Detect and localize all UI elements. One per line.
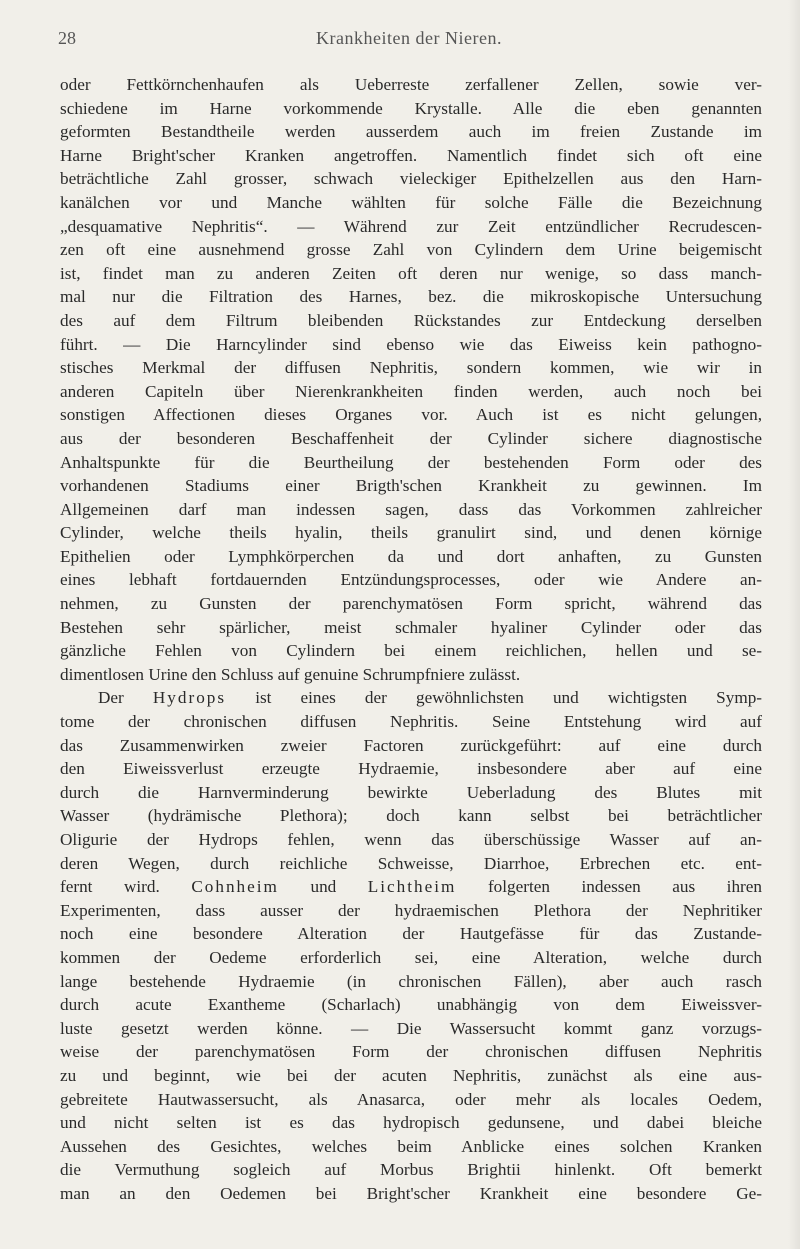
text-line: beträchtliche Zahl grosser, schwach vieleckiger Epithelzellen aus den Harn- [60,169,762,189]
text-line: führt. — Die Harncylinder sind ebenso wie das Eiweiss kein pathogno- [60,334,762,354]
paragraph-1 [60,73,762,686]
text-line: deren Wegen, durch reichliche Schweisse, Diarrhoe, Erbrechen etc. ent- [60,853,762,873]
text-line: des auf dem Filtrum bleibenden Rückstandes zur Entdeckung derselben [60,310,762,330]
text-line: Oligurie der Hydrops fehlen, wenn das überschüssige Wasser auf an- [60,830,762,849]
text-line: Cylinder, welche theils hyalin, theils granulirt sind, und denen körnige [60,523,762,543]
text-line: Wasser (hydrämische Plethora); doch kann selbst bei beträchtlicher [60,806,762,826]
text-line: anderen Capiteln über Nierenkrankheiten finden werden, auch noch bei [60,381,762,401]
author-name-lichtheim: Lichtheim [367,877,457,897]
text-line: Allgemeinen darf man indessen sagen, dass das Vorkommen zahlreicher [60,499,762,519]
text-line: gänzliche Fehlen von Cylindern bei einem reichlichen, hellen und se- [60,641,762,661]
text-line: kanälchen vor und Manche wählten für solche Fälle die Bezeichnung [60,192,762,212]
text-line: eines lebhaft fortdauernden Entzündungsprocesses, oder wie Andere an- [60,570,762,590]
running-title: Krankheiten der Nieren. [316,28,502,48]
text-line: luste gesetzt werden könne. — Die Wassersucht kommt ganz vorzugs- [60,1018,762,1038]
text-line: Epithelien oder Lymphkörperchen da und dort anhaften, zu Gunsten [60,546,762,566]
text-line: Bestehen sehr spärlicher, meist schmaler hyaliner Cylinder oder das [60,617,762,637]
page-number: 28 [58,28,76,48]
text-line: weise der parenchymatösen Form der chronischen diffusen Nephritis [60,1042,762,1062]
text-line: Aussehen des Gesichtes, welches beim Anblicke eines solchen Kranken [60,1136,762,1156]
text-line: Experimenten, dass ausser der hydraemischen Plethora der Nephritiker [60,900,762,920]
text-line: durch acute Exantheme (Scharlach) unabhängig von dem Eiweissver- [60,995,762,1015]
text-line: vorhandenen Stadiums einer Brigth'schen Krankheit zu gewinnen. Im [60,476,762,496]
text-line: gebreitete Hautwassersucht, als Anasarca, oder mehr als locales Oedem, [60,1089,762,1109]
text-line [60,686,762,710]
text-line: nehmen, zu Gunsten der parenchymatösen Form spricht, während das [60,594,762,614]
text-line: oder Fettkörnchenhaufen als Ueberreste zerfallener Zellen, sowie ver- [60,75,762,94]
text-word: folgerten indessen aus ihren [487,877,762,897]
text-line: das Zusammenwirken zweier Factoren zurückgeführt: auf eine durch [60,735,762,755]
paragraph-2-lines-continued [60,899,762,1206]
hydrops-term: Hydrops [152,688,227,708]
text-line: dimentlosen Urine den Schluss auf genuine Schrumpfniere zulässt. [60,664,521,684]
text-line [60,875,762,899]
text-line: die Vermuthung sogleich auf Morbus Brightii hinlenkt. Oft bemerkt [60,1160,762,1180]
text-line: stisches Merkmal der diffusen Nephritis, sondern kommen, wie wir in [60,358,762,378]
text-line: zen oft eine ausnehmend grosse Zahl von Cylindern dem Urine beigemischt [60,240,762,260]
paragraph-2-lines [60,710,762,875]
author-name-cohnheim: Cohnheim [191,877,279,897]
text-line: noch eine besondere Alteration der Hautgefässe für das Zustande- [60,924,762,944]
text-line: zu und beginnt, wie bei der acuten Nephritis, zunächst als eine aus- [60,1065,762,1085]
text-line: geformten Bestandtheile werden ausserdem auch im freien Zustande im [60,122,762,142]
text-line: Harne Bright'scher Kranken angetroffen. Namentlich findet sich oft eine [60,145,762,165]
text-word: und [310,877,337,897]
text-line: „desquamative Nephritis“. — Während zur Zeit entzündlicher Recrudescen- [60,216,762,236]
text-word: fernt wird. [60,877,160,897]
text-line: ist, findet man zu anderen Zeiten oft deren nur wenige, so dass manch- [60,263,762,283]
text-line: durch die Harnverminderung bewirkte Ueberladung des Blutes mit [60,782,762,802]
text-body [60,73,762,1206]
text-word: Der [98,688,124,708]
text-line: kommen der Oedeme erforderlich sei, eine Alteration, welche durch [60,947,762,967]
text-line: man an den Oedemen bei Bright'scher Krankheit eine besondere Ge- [60,1183,762,1203]
text-line: tome der chronischen diffusen Nephritis. Seine Entstehung wird auf [60,712,762,732]
text-line: schiedene im Harne vorkommende Krystalle. Alle die eben genannten [60,98,762,118]
text-line: den Eiweissverlust erzeugte Hydraemie, insbesondere aber auf eine [60,759,762,779]
text-line: mal nur die Filtration des Harnes, bez. die mikroskopische Untersuchung [60,287,762,307]
text-line: aus der besonderen Beschaffenheit der Cylinder sichere diagnostische [60,428,762,448]
text-line: und nicht selten ist es das hydropisch gedunsene, und dabei bleiche [60,1113,762,1133]
page-header [58,28,760,52]
paragraph-2 [60,686,762,1205]
page-edge-shadow [788,0,800,1249]
text-word: ist eines der gewöhnlichsten und wichtigsten Symp- [255,688,762,708]
text-line: lange bestehende Hydraemie (in chronischen Fällen), aber auch rasch [60,971,762,991]
text-line: sonstigen Affectionen dieses Organes vor. Auch ist es nicht gelungen, [60,405,762,425]
text-line: Anhaltspunkte für die Beurtheilung der bestehenden Form oder des [60,452,762,472]
